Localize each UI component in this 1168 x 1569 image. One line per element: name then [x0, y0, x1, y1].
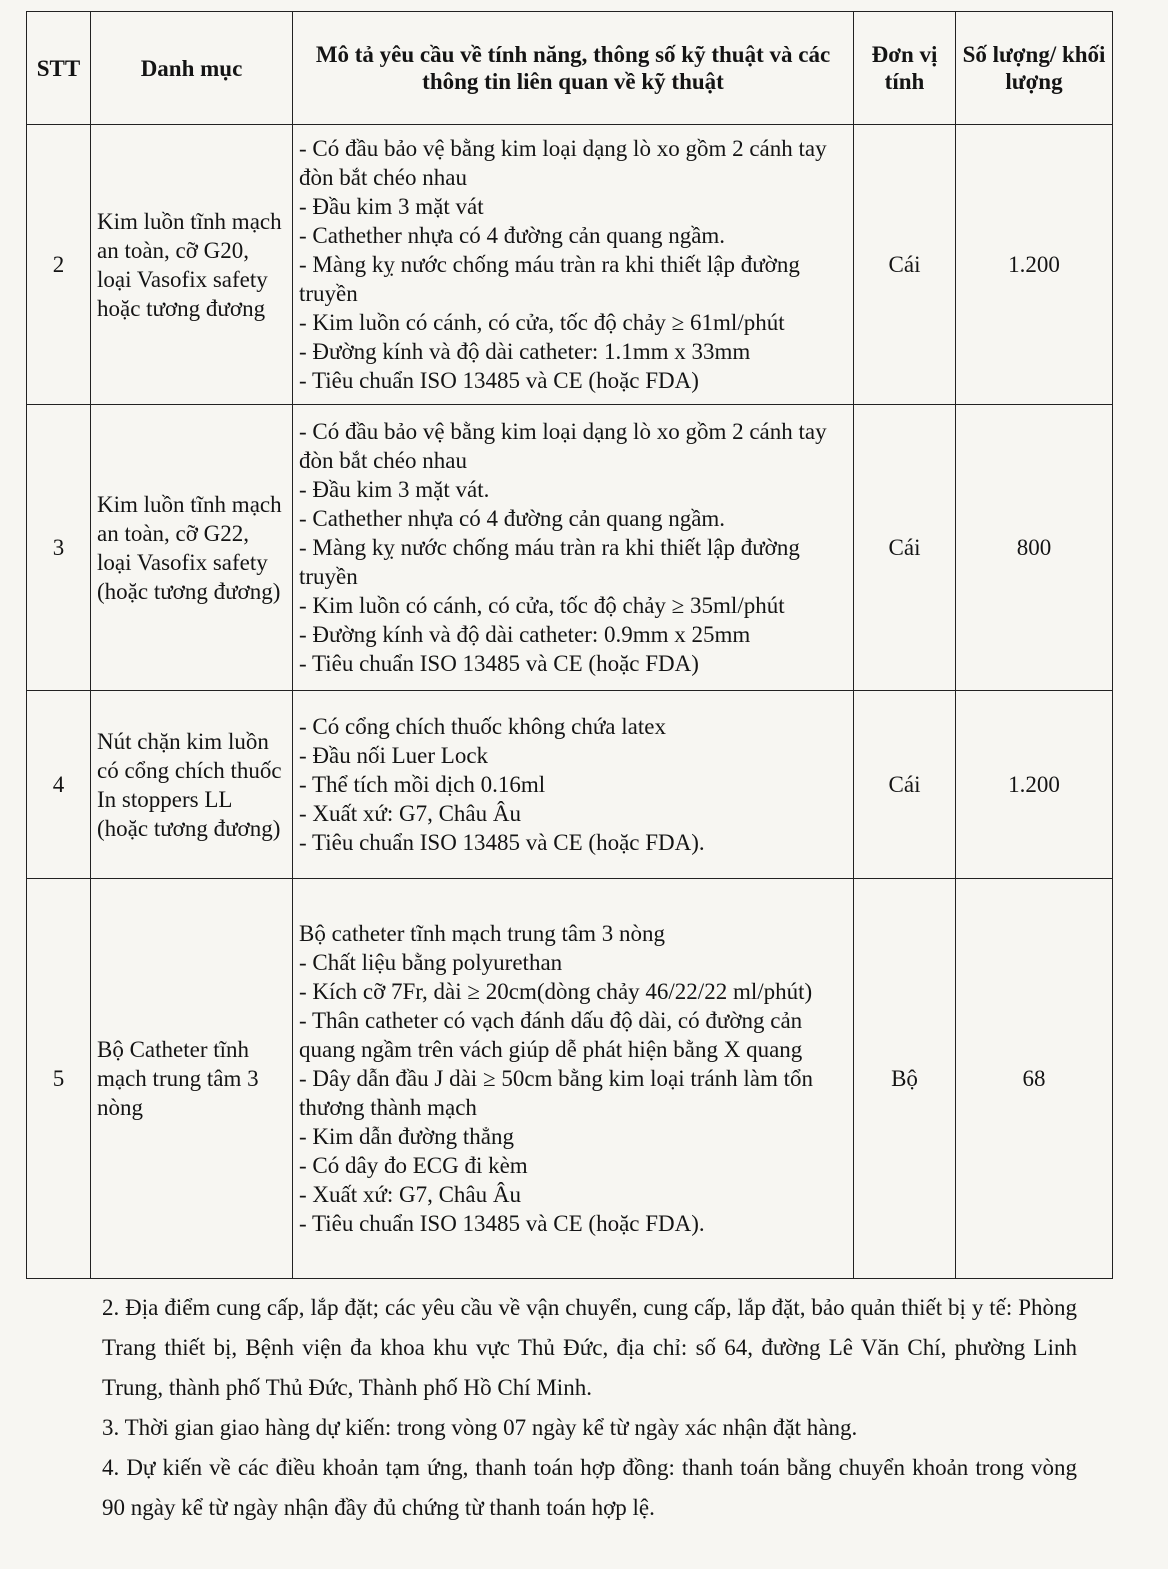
table-row — [27, 691, 1113, 879]
description-line: - Đường kính và độ dài catheter: 0.9mm x 25mm — [299, 622, 751, 647]
table-row — [27, 125, 1113, 405]
row-stt: 2 — [27, 125, 91, 405]
row-quantity: 1.200 — [956, 691, 1113, 879]
description-line: - Tiêu chuẩn ISO 13485 và CE (hoặc FDA) — [299, 651, 699, 676]
row-stt: 5 — [27, 879, 91, 1279]
payment-terms-paragraph: 4. Dự kiến về các điều khoản tạm ứng, thanh toán hợp đồng: thanh toán bằng chuyển khoản trong vòng 90 ngày kể từ ngày nhận đầy đủ chứng từ thanh toán hợp lệ. — [102, 1455, 1077, 1520]
header-description: Mô tả yêu cầu về tính năng, thông số kỹ thuật và các thông tin liên quan về kỹ thuật — [293, 12, 854, 125]
description-line: - Đầu nối Luer Lock — [299, 743, 489, 768]
row-unit: Cái — [854, 691, 956, 879]
description-line: - Màng kỵ nước chống máu tràn ra khi thiết lập đường truyền — [299, 252, 800, 306]
description-line: - Đầu kim 3 mặt vát — [299, 194, 484, 219]
delivery-location-paragraph: 2. Địa điểm cung cấp, lắp đặt; các yêu cầu về vận chuyển, cung cấp, lắp đặt, bảo quản thiết bị y tế: Phòng Trang thiết bị, Bệnh viện đa khoa khu vực Thủ Đức, địa chỉ: số 64, đường Lê Văn Chí, phường Linh Trung, thành phố Thủ Đức, Thành phố Hồ Chí Minh. — [102, 1295, 1077, 1400]
header-stt: STT — [27, 12, 91, 125]
row-category: Kim luồn tĩnh mạch an toàn, cỡ G20, loại Vasofix safety hoặc tương đương — [91, 125, 293, 405]
table-row — [27, 879, 1113, 1279]
description-line: - Có cổng chích thuốc không chứa latex — [299, 714, 666, 739]
description-line: - Có đầu bảo vệ bằng kim loại dạng lò xo gồm 2 cánh tay đòn bắt chéo nhau — [299, 136, 827, 190]
description-line: - Có đầu bảo vệ bằng kim loại dạng lò xo gồm 2 cánh tay đòn bắt chéo nhau — [299, 419, 827, 473]
description-line: - Xuất xứ: G7, Châu Âu — [299, 801, 521, 826]
row-quantity: 1.200 — [956, 125, 1113, 405]
description-line: - Màng kỵ nước chống máu tràn ra khi thiết lập đường truyền — [299, 535, 800, 589]
table-header-row — [27, 12, 1113, 125]
header-category: Danh mục — [91, 12, 293, 125]
row-description — [293, 405, 854, 691]
row-quantity: 800 — [956, 405, 1113, 691]
description-line: - Cathether nhựa có 4 đường cản quang ngầm. — [299, 506, 726, 531]
description-line: - Tiêu chuẩn ISO 13485 và CE (hoặc FDA). — [299, 830, 705, 855]
row-stt: 3 — [27, 405, 91, 691]
row-category: Nút chặn kim luồn có cổng chích thuốc In stoppers LL (hoặc tương đương) — [91, 691, 293, 879]
description-line: - Đường kính và độ dài catheter: 1.1mm x 33mm — [299, 339, 751, 364]
footer-section — [102, 1288, 1077, 1528]
header-unit: Đơn vị tính — [854, 12, 956, 125]
row-stt: 4 — [27, 691, 91, 879]
row-description — [293, 879, 854, 1279]
description-line: - Tiêu chuẩn ISO 13485 và CE (hoặc FDA) — [299, 368, 699, 393]
description-line: - Có dây đo ECG đi kèm — [299, 1153, 528, 1178]
row-unit: Cái — [854, 405, 956, 691]
description-line: - Dây dẫn đầu J dài ≥ 50cm bằng kim loại tránh làm tổn thương thành mạch — [299, 1066, 814, 1120]
table-row — [27, 405, 1113, 691]
description-line: - Kim luồn có cánh, có cửa, tốc độ chảy ≥ 61ml/phút — [299, 310, 785, 335]
row-category: Bộ Catheter tĩnh mạch trung tâm 3 nòng — [91, 879, 293, 1279]
description-line: - Cathether nhựa có 4 đường cản quang ngầm. — [299, 223, 726, 248]
row-description — [293, 691, 854, 879]
row-quantity: 68 — [956, 879, 1113, 1279]
description-line: - Thân catheter có vạch đánh dấu độ dài, có đường cản quang ngầm trên vách giúp dễ phát hiện bằng X quang — [299, 1008, 803, 1062]
description-line: - Kim dẫn đường thẳng — [299, 1124, 514, 1149]
description-line: - Xuất xứ: G7, Châu Âu — [299, 1182, 521, 1207]
description-line: - Chất liệu bằng polyurethan — [299, 950, 563, 975]
delivery-time-paragraph: 3. Thời gian giao hàng dự kiến: trong vòng 07 ngày kể từ ngày xác nhận đặt hàng. — [102, 1415, 858, 1440]
description-line: - Tiêu chuẩn ISO 13485 và CE (hoặc FDA). — [299, 1211, 705, 1236]
row-description — [293, 125, 854, 405]
row-unit: Bộ — [854, 879, 956, 1279]
description-line: - Thể tích mồi dịch 0.16ml — [299, 772, 546, 797]
description-line: - Đầu kim 3 mặt vát. — [299, 477, 490, 502]
header-quantity: Số lượng/ khối lượng — [956, 12, 1113, 125]
description-line: Bộ catheter tĩnh mạch trung tâm 3 nòng — [299, 921, 665, 946]
description-line: - Kim luồn có cánh, có cửa, tốc độ chảy ≥ 35ml/phút — [299, 593, 785, 618]
row-unit: Cái — [854, 125, 956, 405]
row-category: Kim luồn tĩnh mạch an toàn, cỡ G22, loại Vasofix safety (hoặc tương đương) — [91, 405, 293, 691]
technical-spec-table — [26, 11, 1113, 1279]
description-line: - Kích cỡ 7Fr, dài ≥ 20cm(dòng chảy 46/22/22 ml/phút) — [299, 979, 813, 1004]
